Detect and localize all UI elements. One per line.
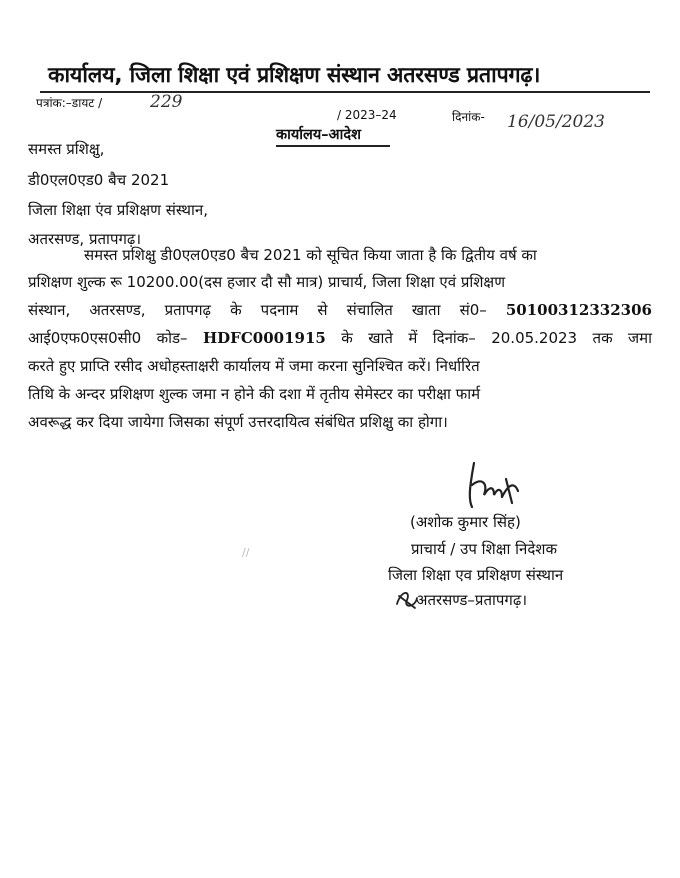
date-handwritten: 16/05/2023 — [507, 112, 605, 132]
body-line: प्रशिक्षण शुल्क रू 10200.00(दस हजार दौ सौ मात्र) प्राचार्य, जिला शिक्षा एवं प्रशिक्षण — [28, 273, 506, 291]
office-title: कार्यालय, जिला शिक्षा एवं प्रशिक्षण संस्थान अतरसण्ड प्रतापगढ़। — [48, 63, 541, 88]
body-line — [28, 300, 652, 320]
letter-number-label: पत्रांक:–डायट / — [36, 96, 103, 110]
addressee-line: जिला शिक्षा एंव प्रशिक्षण संस्थान, — [28, 201, 208, 219]
signatory-place: अतरसण्ड–प्रतापगढ़। — [416, 591, 528, 609]
body-line-text: संस्थान, अतरसण्ड, प्रतापगढ़ के पदनाम से संचालित खाता सं0– — [28, 301, 487, 319]
title-underline — [40, 91, 650, 93]
addressee-line: डी0एल0एड0 बैच 2021 — [28, 171, 170, 189]
year-reference: / 2023–24 — [337, 108, 397, 122]
body-line: समस्त प्रशिक्षु डी0एल0एड0 बैच 2021 को सूचित किया जाता है कि द्वितीय वर्ष का — [84, 246, 537, 264]
signatory-designation: प्राचार्य / उप शिक्षा निदेशक — [411, 540, 558, 558]
signatory-name: (अशोक कुमार सिंह) — [410, 513, 521, 531]
order-title-underline — [276, 145, 390, 147]
body-line: करते हुए प्राप्ति रसीद अधोहस्ताक्षरी कार्यालय में जमा करना सुनिश्चित करें। निर्धारित — [28, 357, 480, 375]
letter-number-handwritten: 229 — [150, 92, 183, 112]
body-line: तिथि के अन्दर प्रशिक्षण शुल्क जमा न होने की दशा में तृतीय सेमेस्टर का परीक्षा फार्म — [28, 385, 481, 403]
account-number: 50100312332306 — [505, 301, 652, 319]
addressee-line: अतरसण्ड, प्रतापगढ़। — [28, 230, 142, 248]
addressee-line: समस्त प्रशिक्षु, — [28, 140, 105, 158]
order-title: कार्यालय–आदेश — [276, 127, 361, 143]
date-label: दिनांक- — [452, 110, 485, 124]
ifsc-code: HDFC0001915 — [202, 329, 326, 347]
signatory-office: जिला शिक्षा एव प्रशिक्षण संस्थान — [388, 566, 564, 584]
body-line-text: के खाते में दिनांक– 20.05.2023 तक जमा — [341, 329, 653, 347]
faint-mark: ∕∕ — [242, 546, 250, 559]
handwritten-signature — [452, 455, 532, 515]
body-line: अवरूद्ध कर दिया जायेगा जिसका संपूर्ण उत्तरदायित्व संबंधित प्रशिक्षु का होगा। — [28, 413, 448, 431]
body-line-text: आई0एफ0एस0सी0 कोड– — [28, 329, 188, 347]
body-line — [28, 328, 652, 348]
